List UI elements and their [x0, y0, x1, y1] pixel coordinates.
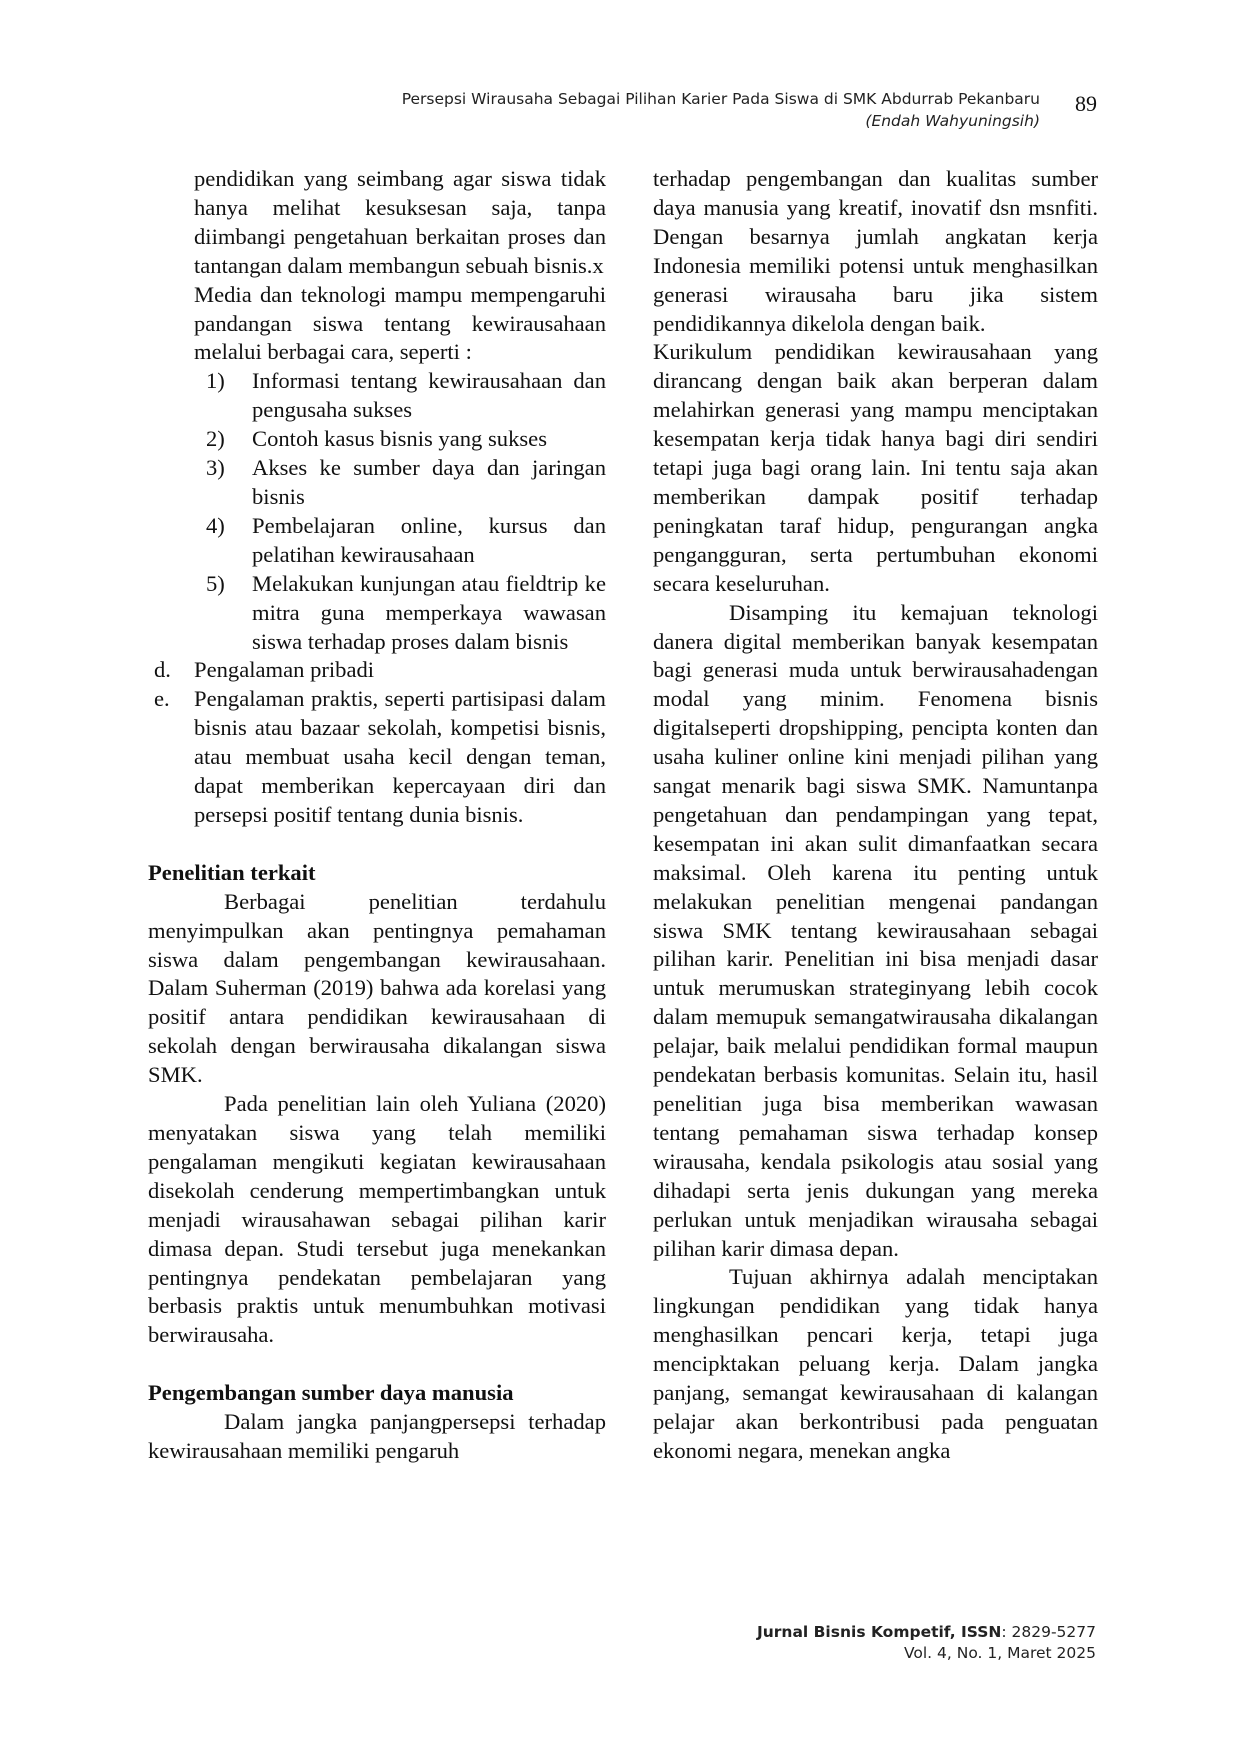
- running-title: Persepsi Wirausaha Sebagai Pilihan Karier Pada Siswa di SMK Abdurrab Pekanbaru: [401, 90, 1040, 108]
- journal-footer: [757, 1622, 1096, 1664]
- right-column: [653, 165, 1098, 1466]
- paragraph: Tujuan akhirnya adalah menciptakan lingkungan pendidikan yang tidak hanya menghasilkan pencari kerja, tetapi juga mencipktakan peluang kerja. Dalam jangka panjang, semangat kewirausahaan di kalangan pelajar akan berkontribusi pada penguatan ekonomi negara, menekan angka: [653, 1264, 1098, 1463]
- paragraph: Disamping itu kemajuan teknologi danera digital memberikan banyak kesempatan bagi generasi muda untuk berwirausahadengan modal yang minim. Fenomena bisnis digitalseperti dropshipping, pencipta konten dan usaha kuliner online kini menjadi pilihan yang sangat menarik bagi siswa SMK. Namuntanpa pengetahuan dan pendampingan yang tepat, kesempatan ini akan sulit dimanfaatkan secara maksimal. Oleh karena itu penting untuk melakukan penelitian mengenai pandangan siswa SMK tentang kewirausahaan sebagai pilihan karir. Penelitian ini bisa menjadi dasar untuk merumuskan strateginyang lebih cocok dalam memupuk semangatwirausaha dikalangan pelajar, baik melalui pendidikan formal maupun pendekatan berbasis komunitas. Selain itu, hasil penelitian juga bisa memberikan wawasan tentang pemahaman siswa terhadap konsep wirausaha, kendala psikologis atau sosial yang dihadapi serta jenis dukungan yang mereka perlukan untuk menjadikan wirausaha sebagai pilihan karir dimasa depan.: [653, 599, 1098, 1261]
- lettered-item: [148, 656, 606, 685]
- list-marker: 2): [206, 426, 225, 452]
- section-heading: Penelitian terkait: [148, 859, 316, 885]
- numbered-list: [148, 367, 606, 656]
- list-item-text: Pengalaman pribadi: [194, 657, 375, 683]
- list-item-text: Akses ke sumber daya dan jaringan bisnis: [252, 455, 606, 509]
- paragraph: Dalam jangka panjangpersepsi terhadap kewirausahaan memiliki pengaruh: [148, 1409, 606, 1464]
- lettered-item: [148, 685, 606, 830]
- list-item-text: Pembelajaran online, kursus dan pelatihan kewirausahaan: [252, 512, 606, 567]
- list-item-text: Pengalaman praktis, seperti partisipasi dalam bisnis atau bazaar sekolah, kompetisi bisnis, atau membuat usaha kecil dengan teman, dapat memberikan kepercayaan diri dan persepsi positif tentang dunia bisnis.: [194, 686, 606, 827]
- page-number: 89: [1075, 91, 1097, 116]
- list-item-text: Contoh kasus bisnis yang sukses: [252, 426, 547, 452]
- journal-name: Jurnal Bisnis Kompetif, ISSN: [756, 1623, 1002, 1641]
- list-item: [148, 570, 606, 657]
- list-marker: e.: [154, 686, 170, 712]
- list-item: [148, 425, 606, 454]
- paragraph: Kurikulum pendidikan kewirausahaan yang dirancang dengan baik akan berperan dalam melahirkan generasi yang mampu menciptakan kesempatan kerja tidak hanya bagi diri sendiri tetapi juga bagi orang lain. Ini tentu saja akan memberikan dampak positif terhadap peningkatan taraf hidup, pengurangan angka pengangguran, serta pertumbuhan ekonomi secara keseluruhan.: [653, 339, 1098, 596]
- paragraph: pendidikan yang seimbang agar siswa tidak hanya melihat kesuksesan saja, tanpa diimbangi pengetahuan berkaitan proses dan tantangan dalam membangun sebuah bisnis.x: [194, 166, 606, 278]
- list-item: [148, 512, 606, 570]
- left-column: [148, 165, 606, 1466]
- list-item-text: Melakukan kunjungan atau fieldtrip ke mitra guna memperkaya wawasan siswa terhadap proses dalam bisnis: [252, 570, 606, 654]
- list-marker: 1): [206, 368, 225, 394]
- list-marker: d.: [154, 657, 171, 683]
- running-author: (Endah Wahyuningsih): [865, 112, 1040, 130]
- paragraph: Pada penelitian lain oleh Yuliana (2020) menyatakan siswa yang telah memiliki pengalaman mengikuti kegiatan kewirausahaan disekolah cenderung mempertimbangkan untuk menjadi wirausahawan sebagai pilihan karir dimasa depan. Studi tersebut juga menekankan pentingnya pendekatan pembelajaran yang berbasis praktis untuk menumbuhkan motivasi berwirausaha.: [148, 1091, 606, 1348]
- running-header: [300, 88, 1040, 132]
- paragraph: Berbagai penelitian terdahulu menyimpulkan akan pentingnya pemahaman siswa dalam pengembangan kewirausahaan. Dalam Suherman (2019) bahwa ada korelasi yang positif antara pendidikan kewirausahaan di sekolah dengan berwirausaha dikalangan siswa SMK.: [148, 888, 606, 1088]
- journal-issn: : 2829-5277: [1001, 1623, 1096, 1641]
- list-marker: 4): [206, 512, 225, 538]
- section-heading: Pengembangan sumber daya manusia: [148, 1380, 514, 1406]
- list-marker: 5): [206, 570, 225, 596]
- list-item: [148, 367, 606, 425]
- list-marker: 3): [206, 455, 225, 481]
- list-item: [148, 454, 606, 512]
- journal-volume: Vol. 4, No. 1, Maret 2025: [903, 1644, 1096, 1662]
- paragraph: Media dan teknologi mampu mempengaruhi pandangan siswa tentang kewirausahaan melalui berbagai cara, seperti :: [194, 281, 606, 365]
- list-item-text: Informasi tentang kewirausahaan dan pengusaha sukses: [252, 368, 606, 423]
- paragraph: terhadap pengembangan dan kualitas sumber daya manusia yang kreatif, inovatif dsn msnfiti. Dengan besarnya jumlah angkatan kerja Indonesia memiliki potensi untuk menghasilkan generasi wirausaha baru jika sistem pendidikannya dikelola dengan baik.: [653, 166, 1098, 336]
